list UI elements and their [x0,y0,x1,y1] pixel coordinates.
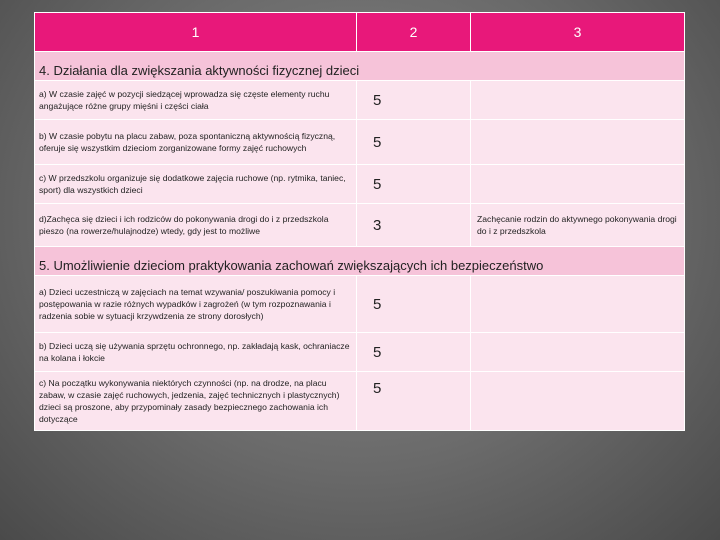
score-cell: 5 [357,81,471,120]
note-cell: Zachęcanie rodzin do aktywnego pokonywania drogi do i z przedszkola [471,204,685,247]
note-cell [471,372,685,431]
criterion-cell: c) Na początku wykonywania niektórych czynności (np. na drodze, na placu zabaw, w czasie zajęć ruchowych, jedzenia, zajęć technicznych i plastycznych) dzieci są proszone, aby przypominały zasady bezpiecznego zachowania ich dotyczące [35,372,357,431]
section-title: 5. Umożliwienie dzieciom praktykowania zachowań zwiększających ich bezpieczeństwo [35,247,685,276]
table-row [35,165,685,204]
table-row [35,372,685,431]
header-col-1: 1 [35,13,357,52]
note-cell [471,276,685,333]
score-cell: 5 [357,165,471,204]
section-row [35,247,685,276]
section-row [35,52,685,81]
table-row [35,276,685,333]
table-row [35,333,685,372]
score-cell: 5 [357,333,471,372]
score-cell: 5 [357,276,471,333]
table-row [35,120,685,165]
note-cell [471,81,685,120]
note-cell [471,165,685,204]
evaluation-table [34,12,685,431]
section-title: 4. Działania dla zwiększania aktywności fizycznej dzieci [35,52,685,81]
criterion-cell: a) W czasie zajęć w pozycji siedzącej wprowadza się częste elementy ruchu angażujące różne grupy mięśni i części ciała [35,81,357,120]
table-row [35,204,685,247]
score-cell: 5 [357,120,471,165]
header-col-2: 2 [357,13,471,52]
criterion-cell: b) Dzieci uczą się używania sprzętu ochronnego, np. zakładają kask, ochraniacze na kolana i łokcie [35,333,357,372]
note-cell [471,333,685,372]
score-cell: 3 [357,204,471,247]
note-cell [471,120,685,165]
score-cell: 5 [357,372,471,431]
criterion-cell: b) W czasie pobytu na placu zabaw, poza spontaniczną aktywnością fizyczną, oferuje się wszystkim dzieciom zorganizowane formy zajęć ruchowych [35,120,357,165]
header-col-3: 3 [471,13,685,52]
criterion-cell: a) Dzieci uczestniczą w zajęciach na temat wzywania/ poszukiwania pomocy i postępowania w razie różnych wypadków i zagrożeń (w tym rozpoznawania i radzenia sobie w sytuacji krzywdzenia ze strony dorosłych) [35,276,357,333]
header-row [35,13,685,52]
criterion-cell: c) W przedszkolu organizuje się dodatkowe zajęcia ruchowe (np. rytmika, taniec, sport) dla wszystkich dzieci [35,165,357,204]
table-row [35,81,685,120]
criterion-cell: d)Zachęca się dzieci i ich rodziców do pokonywania drogi do i z przedszkola pieszo (na rowerze/hulajnodze) wtedy, gdy jest to możliwe [35,204,357,247]
